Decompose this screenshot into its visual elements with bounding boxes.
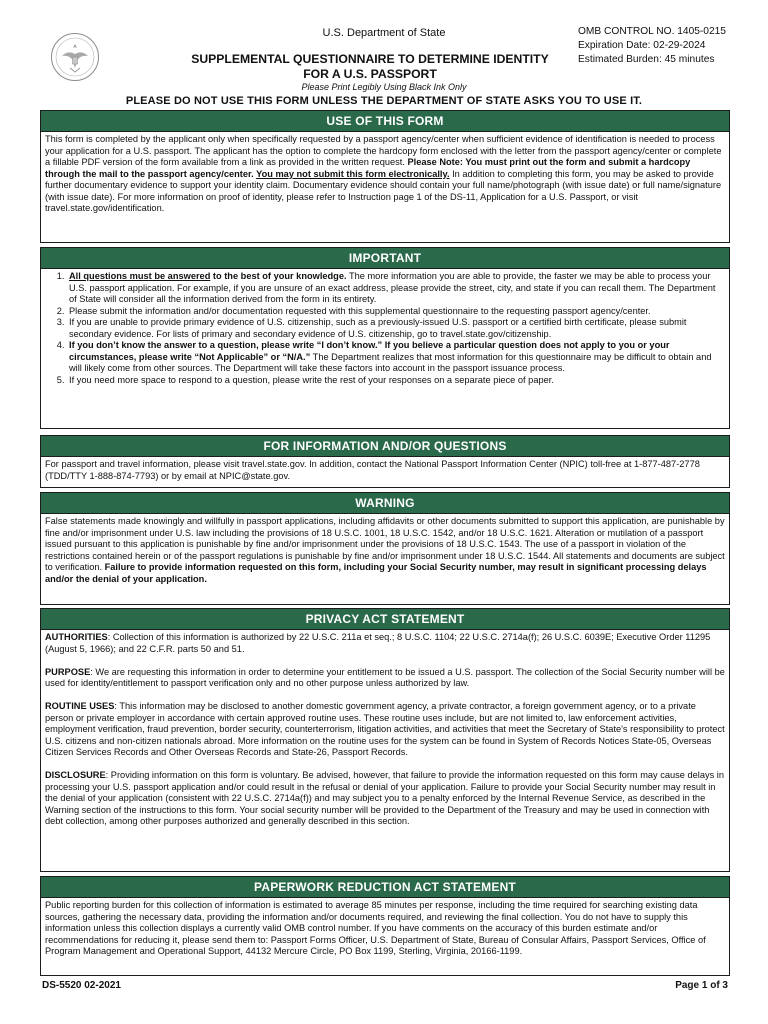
list-item: 4. If you don’t know the answer to a question, please write “I don’t know.” If you believe a particular question does not apply to you or your circumstances, please write “Not Applicable” or “N/A.” The Department realizes that most information for this questionnaire may be difficult to obtain and will likely come from other sources. The Department will take these factors into account in the passport issuance process. — [67, 340, 725, 375]
use-of-form-section — [40, 110, 730, 243]
list-item: 2. Please submit the information and/or documentation requested with this supplemental questionnaire to the requesting passport agency/center. — [67, 306, 725, 318]
important-list — [45, 271, 725, 386]
department-of-state-seal-icon — [50, 32, 100, 82]
form-title-line1: SUPPLEMENTAL QUESTIONNAIRE TO DETERMINE IDENTITY — [191, 52, 549, 66]
omb-info — [578, 25, 726, 67]
information-text: For passport and travel information, please visit travel.state.gov. In addition, contact the National Passport Information Center (NPIC) toll-free at 1-877-487-2778 (TDD/TTY 1-888-874-7793) or by email at NPIC@state.gov. — [45, 459, 700, 481]
section-title: FOR INFORMATION AND/OR QUESTIONS — [41, 436, 729, 457]
privacy-act-section — [40, 608, 730, 872]
information-section — [40, 435, 730, 488]
use-of-form-text: This form is completed by the applicant only when specifically requested by a passport agency/center when sufficient evidence of identification is needed to process your application for a U.S. passport. The applicant has the option to complete the hardcopy form enclosed with the letter from the passport agency/center or complete a fillable PDF version of the form available from a link as provided in the written request. Please Note: You must print out the form and submit a hardcopy through the mail to the passport agency/center. You may not submit this form electronically. In addition to completing this form, you may be asked to provide further documentary evidence to support your identity claim. Documentary evidence should contain your full name/photograph (with issue date) or full name/signature (with issue date). For more information on proof of identity, please refer to Instruction page 1 of the DS-11, Application for a U.S. Passport, or visit travel.state.gov/identification. — [45, 134, 722, 213]
warning-section — [40, 492, 730, 605]
list-item: 5. If you need more space to respond to a question, please write the rest of your responses on a separate piece of paper. — [67, 375, 725, 387]
department-name: U.S. Department of State — [322, 27, 446, 39]
section-title: IMPORTANT — [41, 248, 729, 269]
list-item: 1. All questions must be answered to the best of your knowledge. The more information you are able to provide, the faster we may be able to process your U.S. passport application. For example, if you are unsure of an exact address, please provide the street, city, and state if you can recall them. The Department of State will consider all the information derived from the form in its entirety. — [67, 271, 725, 306]
form-number: DS-5520 02-2021 — [42, 980, 121, 991]
routine-uses-paragraph: ROUTINE USES: This information may be disclosed to another domestic government agency, a private contractor, a foreign government agency, or to a private person or private employer in accordance with certain approved routine uses. These routine uses include, but are not limited to, law enforcement activities, employment verification, fraud prevention, border security, counterterrorism, litigation activities, and activities that meet the Secretary of State's responsibility to protect U.S. citizens and non-citizen nationals abroad. More information on the routine uses for the system can be found in System of Records Notices State-05, Overseas Citizen Services Records and Other Overseas Records and State-26, Passport Records. — [45, 701, 725, 757]
list-item: 3. If you are unable to provide primary evidence of U.S. citizenship, such as a previously-issued U.S. passport or a certified birth certificate, please submit secondary evidence. For lists of primary and secondary evidence of U.S. citizenship, go to travel.state.gov/citizenship. — [67, 317, 725, 340]
expiration-date: Expiration Date: 02-29-2024 — [578, 40, 706, 51]
section-title: WARNING — [41, 493, 729, 514]
section-title: USE OF THIS FORM — [41, 111, 729, 132]
omb-control-number: OMB CONTROL NO. 1405-0215 — [578, 26, 726, 37]
print-instruction: Please Print Legibly Using Black Ink Only — [301, 82, 467, 92]
authorities-paragraph: AUTHORITIES: Collection of this information is authorized by 22 U.S.C. 211a et seq.; 8 U.S.C. 1104; 22 U.S.C. 2714a(f); 26 U.S.C. 6039E; Executive Order 11295 (August 5, 1966); and 22 C.F.R. parts 50 and 51. — [45, 632, 711, 654]
do-not-use-warning: PLEASE DO NOT USE THIS FORM UNLESS THE DEPARTMENT OF STATE ASKS YOU TO USE IT. — [125, 95, 643, 107]
purpose-paragraph: PURPOSE: We are requesting this information in order to determine your entitlement to be issued a U.S. passport. The collection of the Social Security number will be used for identity/entitlement to passport verification only and no other purpose unless authorized by law. — [45, 666, 725, 688]
important-section — [40, 247, 730, 429]
form-title-line2: FOR A U.S. PASSPORT — [303, 66, 437, 81]
page-number: Page 1 of 3 — [675, 980, 728, 991]
section-title: PAPERWORK REDUCTION ACT STATEMENT — [41, 877, 729, 898]
disclosure-paragraph: DISCLOSURE: Providing information on this form is voluntary. Be advised, however, that failure to provide the information requested on this form may cause delays in processing your U.S. passport application and/or could result in the refusal or denial of your application. Failure to provide your Social Security number may result in the denial of your application (consistent with 22 U.S.C. 2714a(f)) and may subject you to a penalty enforced by the Internal Revenue Service, as described in the Warning section of the instructions to this form. Your social security number will be provided to the Department of the Treasury and may be used in connection with debt collection, among other purposes authorized and generally described in this section. — [45, 770, 725, 826]
form-title — [140, 52, 600, 81]
warning-text: False statements made knowingly and willfully in passport applications, including affidavits or other documents submitted to support this application, are punishable by fine and/or imprisonment under U.S. law including the provisions of 18 U.S.C. 1001, 18 U.S.C. 1542, and/or 18 U.S.C. 1621. Alteration or mutilation of a passport issued pursuant to this application is punishable by fine and/or imprisonment under the provisions of 18 U.S.C. 1543. The use of a passport in violation of the restrictions contained herein or of the passport regulations is punishable by fine and/or imprisonment under 18 U.S.C. 1544. All statements and documents are subject to verification. Failure to provide information requested on this form, including your Social Security number, may result in significant processing delays and/or the denial of your application. — [45, 516, 725, 584]
section-title: PRIVACY ACT STATEMENT — [41, 609, 729, 630]
paperwork-reduction-section — [40, 876, 730, 976]
estimated-burden: Estimated Burden: 45 minutes — [578, 54, 715, 65]
paperwork-text: Public reporting burden for this collection of information is estimated to average 85 minutes per response, including the time required for searching existing data sources, gathering the necessary data, providing the information and/or documents required, and reviewing the final collection. You do not have to supply this information unless this collection displays a currently valid OMB control number. If you have comments on the accuracy of this burden estimate and/or recommendations for reducing it, please send them to: Passport Forms Officer, U.S. Department of State, Bureau of Consular Affairs, Passport Services, Office of Program Management and Operational Support, 44132 Mercure Circle, PO Box 1199, Sterling, Virginia, 20166-1199. — [45, 900, 706, 956]
